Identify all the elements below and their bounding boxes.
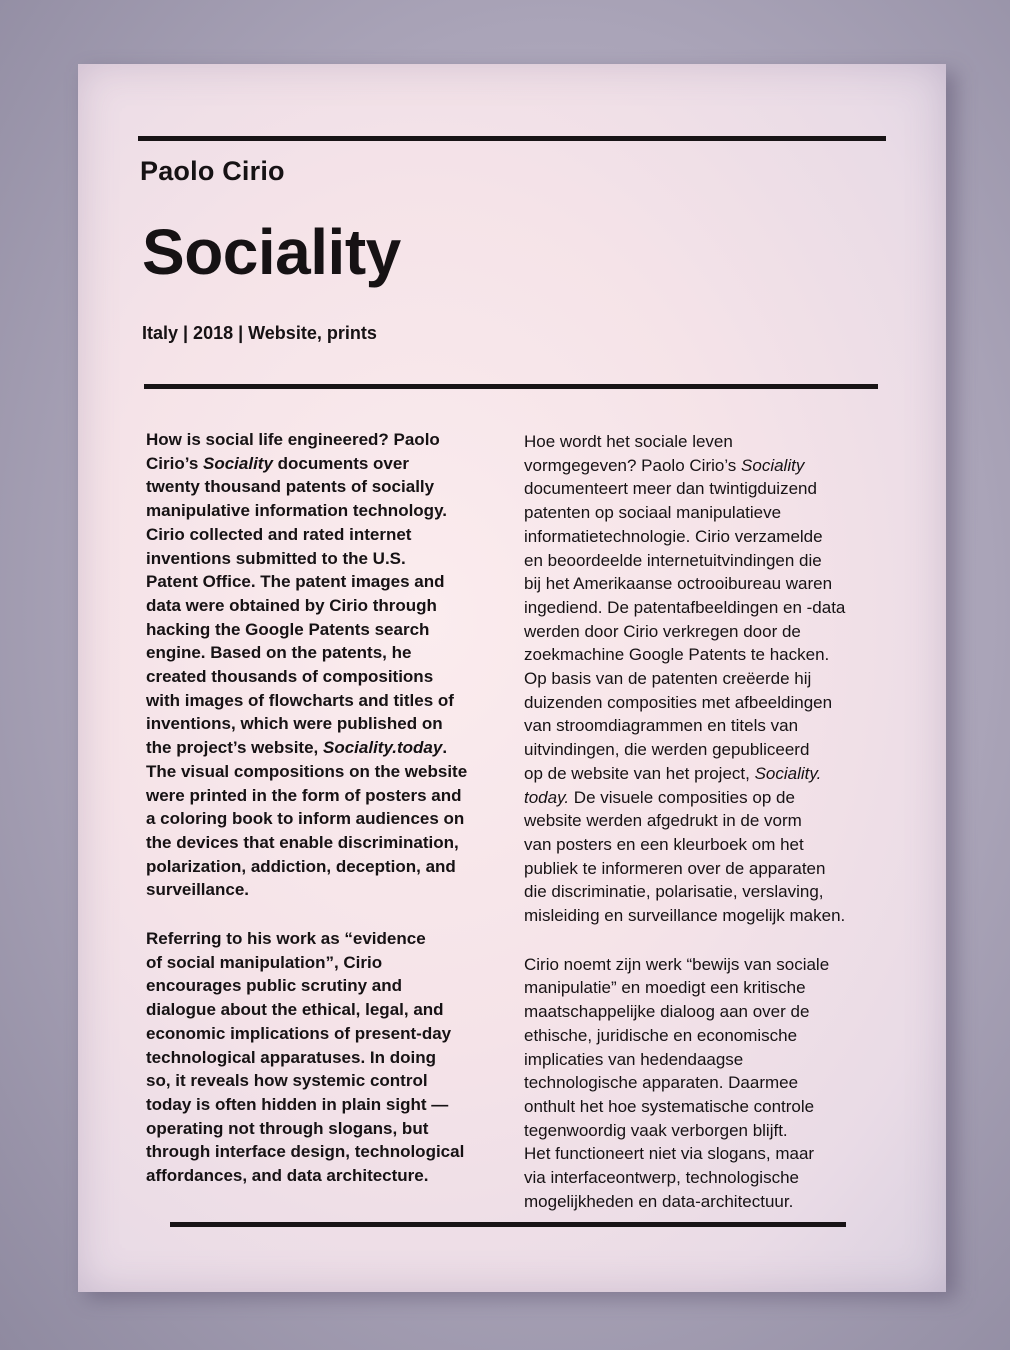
text-line: via interfaceontwerp, technologische: [524, 1168, 799, 1188]
text-line: onthult het hoe systematische controle: [524, 1096, 815, 1116]
wall-label-panel: [78, 64, 946, 1292]
text-line: manipulatie” en moedigt een kritische: [524, 978, 806, 998]
text-line: Referring to his work as “evidence: [146, 929, 426, 949]
text-line: Patent Office. The patent images and: [146, 572, 445, 592]
bottom-rule: [170, 1222, 846, 1227]
text-line: bij het Amerikaanse octrooibureau waren: [524, 574, 833, 594]
text-line: patenten op sociaal manipulatieve: [524, 503, 782, 523]
text-line: The visual compositions on the website: [146, 761, 468, 781]
text-line: surveillance.: [146, 880, 250, 900]
text-line: technologische apparaten. Daarmee: [524, 1073, 799, 1093]
text-line: publiek te informeren over de apparaten: [524, 858, 826, 878]
english-paragraph-2: [146, 927, 506, 1188]
text-line: of social manipulation”, Cirio: [146, 952, 383, 972]
dutch-paragraph-1: [524, 430, 884, 928]
top-rule: [138, 136, 886, 141]
text-line: van stroomdiagrammen en titels van: [524, 716, 799, 736]
text-line: duizenden composities met afbeeldingen: [524, 692, 833, 712]
text-line: data were obtained by Cirio through: [146, 595, 437, 615]
text-line: encourages public scrutiny and: [146, 976, 403, 996]
text-line: misleiding en surveillance mogelijk maken.: [524, 906, 846, 926]
text-line: informatietechnologie. Cirio verzamelde: [524, 526, 823, 546]
text-line: operating not through slogans, but: [146, 1118, 429, 1138]
middle-rule: [144, 384, 878, 389]
text-line: Het functioneert niet via slogans, maar: [524, 1144, 815, 1164]
text-line: uitvindingen, die werden gepubliceerd: [524, 740, 810, 760]
text-line: en beoordeelde internetuitvindingen die: [524, 550, 822, 570]
italic-website: Sociality.: [754, 763, 822, 783]
italic-website: Sociality.today: [322, 738, 443, 758]
text-line: zoekmachine Google Patents te hacken.: [524, 645, 830, 665]
text-line: maatschappelijke dialoog aan over de: [524, 1002, 810, 1022]
text-line: documenteert meer dan twintigduizend: [524, 479, 817, 499]
text-line: dialogue about the ethical, legal, and: [146, 1000, 444, 1020]
text-line: Hoe wordt het sociale leven: [524, 432, 733, 451]
text-line: Cirio’s Sociality documents over: [146, 453, 409, 473]
text-line: die discriminatie, polarisatie, verslaving,: [524, 882, 824, 902]
text-line: economic implications of present-day: [146, 1023, 452, 1043]
text-line: ingediend. De patentafbeeldingen en -data: [524, 597, 846, 617]
text-line: so, it reveals how systemic control: [146, 1071, 428, 1091]
text-line: Cirio collected and rated internet: [146, 524, 412, 544]
text-line: with images of flowcharts and titles of: [146, 690, 454, 710]
text-line: vormgegeven? Paolo Cirio’s Sociality: [524, 455, 805, 475]
artist-name: Paolo Cirio: [140, 156, 285, 186]
italic-website: today.: [524, 787, 570, 807]
text-line: the project’s website, Sociality.today.: [146, 738, 448, 758]
text-line: the devices that enable discrimination,: [146, 832, 459, 852]
text-line: engine. Based on the patents, he: [146, 643, 412, 663]
english-paragraph-1: [146, 428, 506, 902]
text-line: today is often hidden in plain sight —: [146, 1094, 449, 1114]
text-line: created thousands of compositions: [146, 667, 434, 687]
text-line: through interface design, technological: [146, 1142, 465, 1162]
artwork-meta: Italy | 2018 | Website, prints: [142, 323, 377, 343]
text-line: hacking the Google Patents search: [146, 619, 430, 639]
text-line: technological apparatuses. In doing: [146, 1047, 436, 1067]
text-line: were printed in the form of posters and: [146, 785, 462, 805]
text-line: a coloring book to inform audiences on: [146, 809, 465, 829]
english-text-column: [146, 428, 506, 1213]
italic-title: Sociality: [203, 453, 273, 473]
text-line: mogelijkheden en data-architectuur.: [524, 1191, 794, 1211]
text-line: van posters en een kleurboek om het: [524, 834, 804, 854]
dutch-paragraph-2: [524, 953, 884, 1214]
text-line: Op basis van de patenten creëerde hij: [524, 669, 812, 689]
text-line: polarization, addiction, deception, and: [146, 856, 456, 876]
dutch-text-column: [524, 430, 884, 1239]
artwork-title: Sociality: [142, 216, 401, 288]
text-line: manipulative information technology.: [146, 501, 447, 521]
text-line: ethische, juridische en economische: [524, 1025, 798, 1045]
text-line: twenty thousand patents of socially: [146, 477, 435, 497]
text-line: inventions submitted to the U.S.: [146, 548, 406, 568]
text-line: inventions, which were published on: [146, 714, 443, 734]
text-line: werden door Cirio verkregen door de: [524, 621, 801, 641]
text-line: implicaties van hedendaagse: [524, 1049, 744, 1069]
italic-title: Sociality: [741, 455, 805, 475]
text-line: Cirio noemt zijn werk “bewijs van sociale: [524, 954, 830, 974]
text-line: website werden afgedrukt in de vorm: [524, 811, 802, 831]
text-line: tegenwoordig vaak verborgen blijft.: [524, 1120, 788, 1140]
text-line: op de website van het project, Sociality.: [524, 763, 822, 783]
text-line: affordances, and data architecture.: [146, 1166, 429, 1186]
text-line: today. De visuele composities op de: [524, 787, 795, 807]
text-line: How is social life engineered? Paolo: [146, 430, 440, 449]
